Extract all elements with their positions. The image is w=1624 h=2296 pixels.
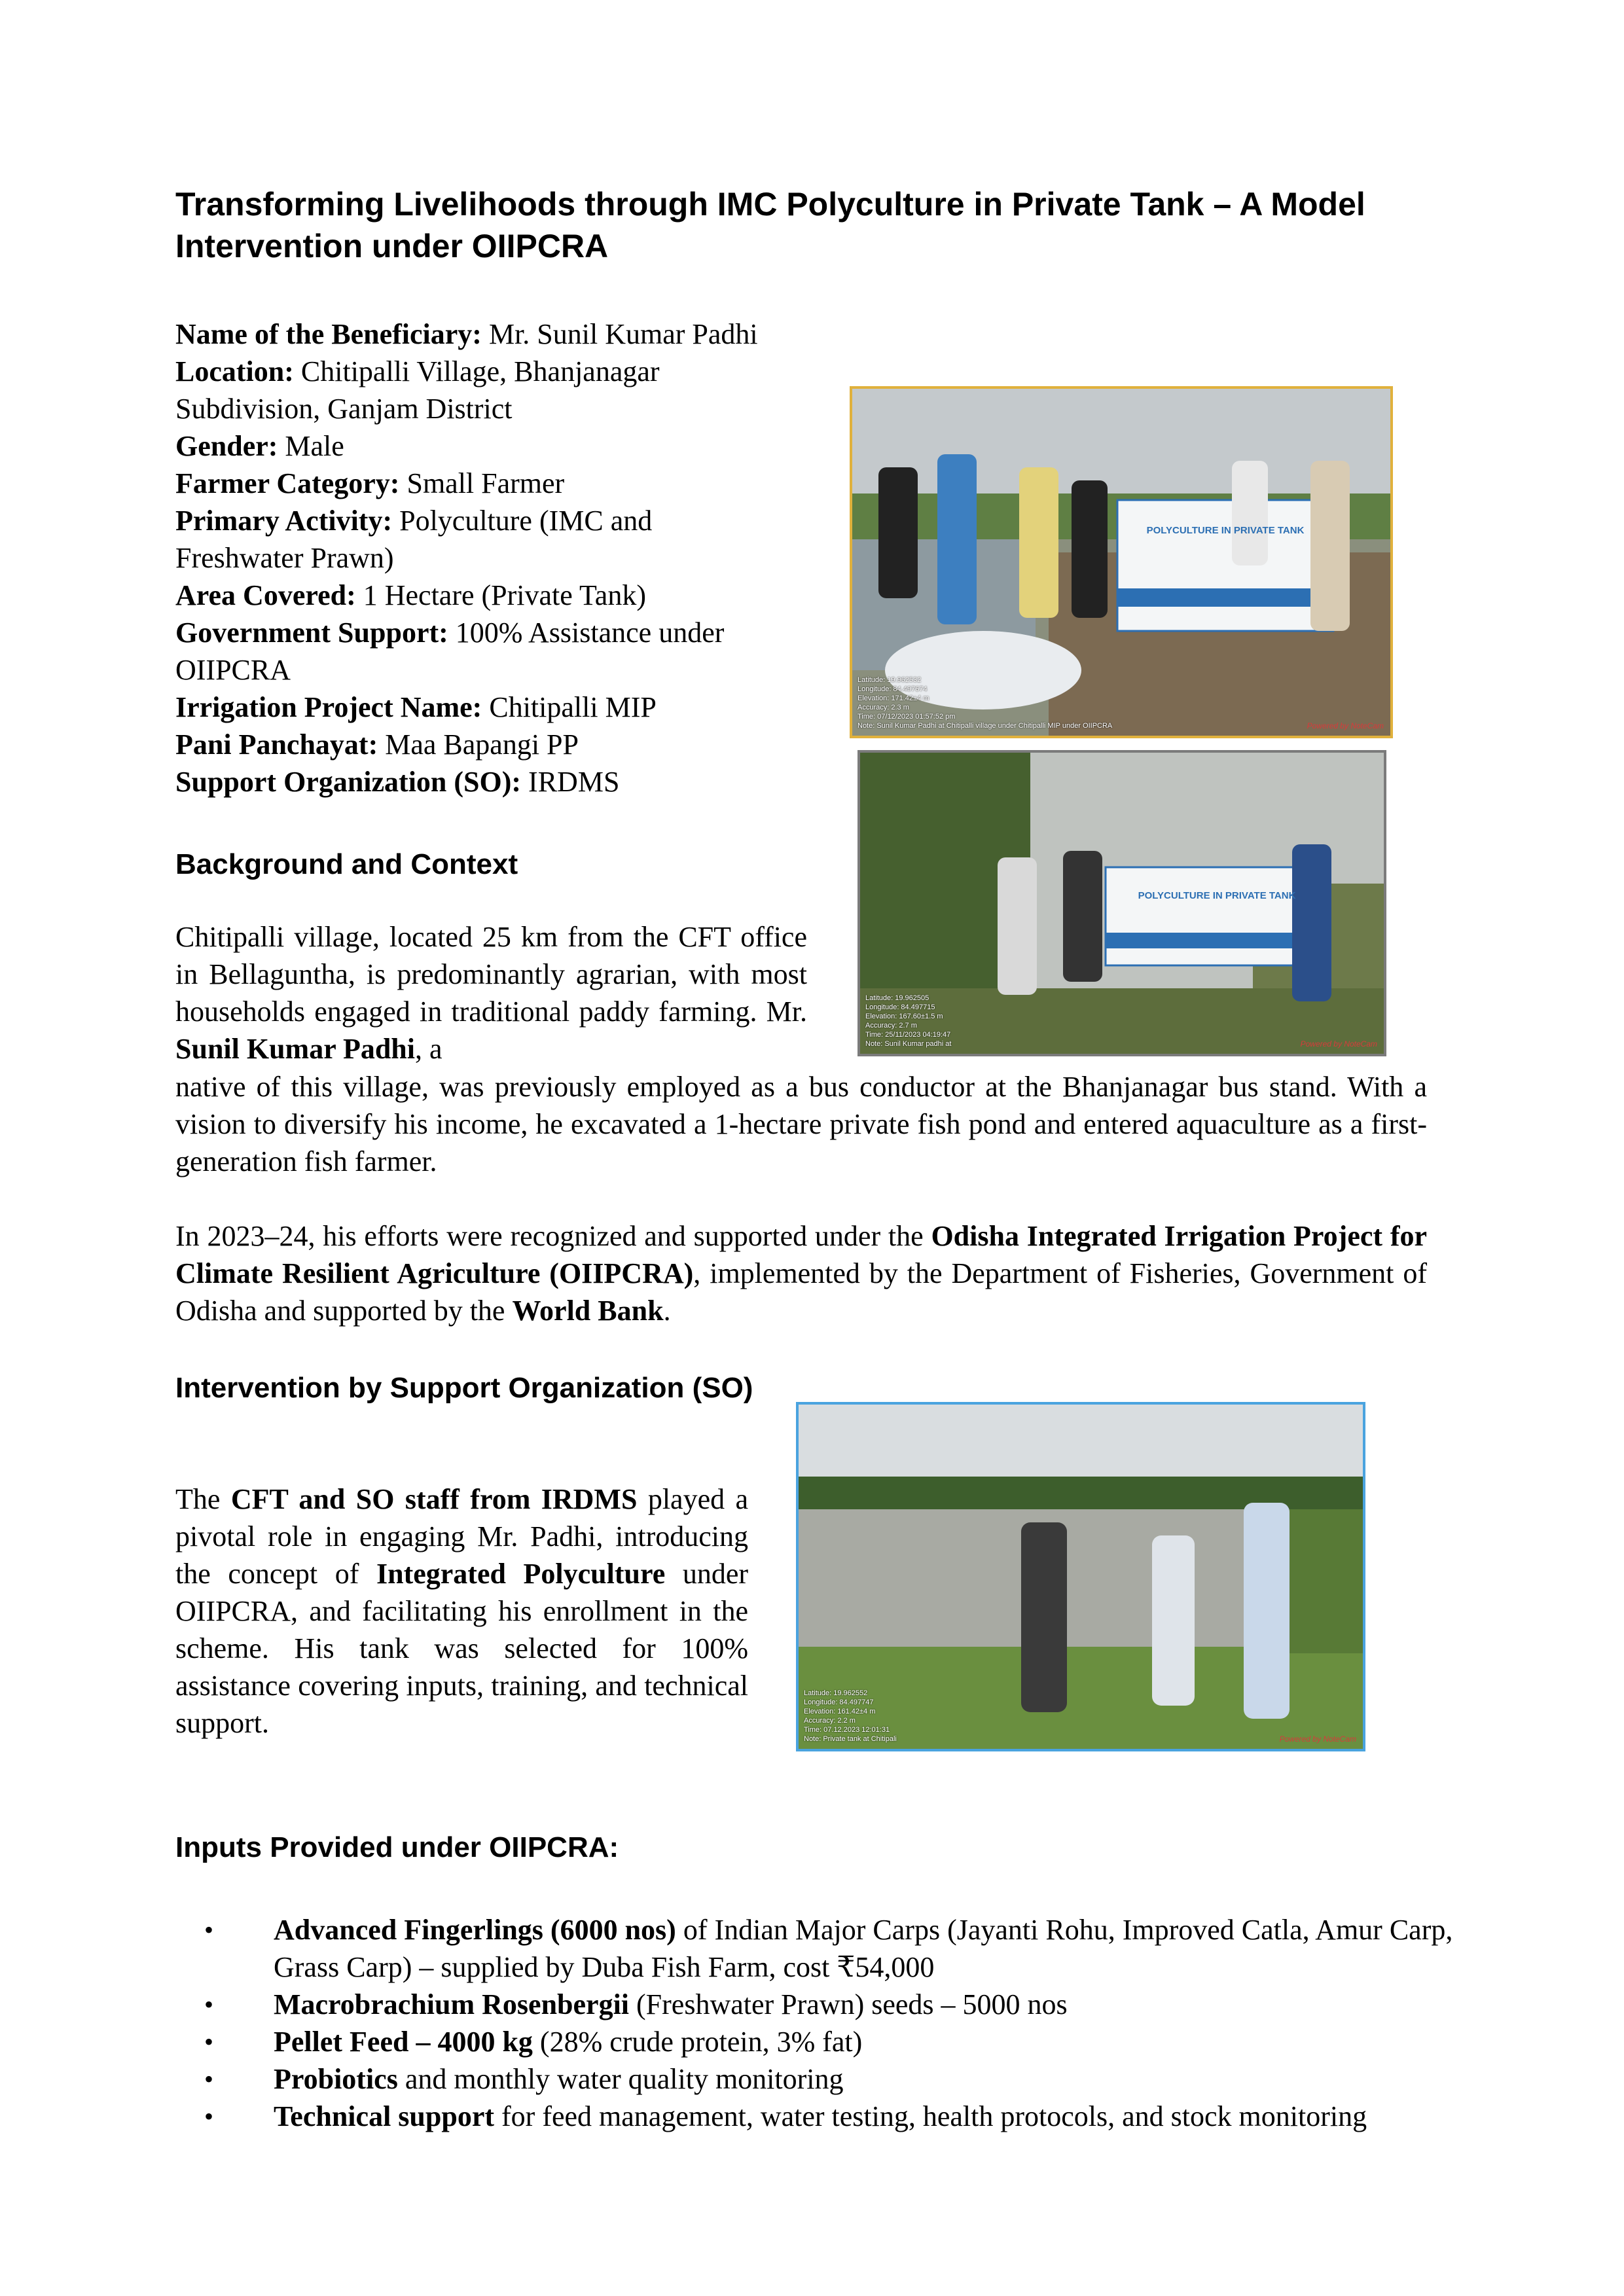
list-item: • Macrobrachium Rosenbergii (Freshwater Prawn) seeds – 5000 nos: [274, 1986, 1517, 2023]
section-heading-intervention: Intervention by Support Organization (SO): [175, 1372, 753, 1404]
field-government-support: Government Support: 100% Assistance under OIIPCRA: [175, 617, 725, 686]
background-paragraph-1: Chitipalli village, located 25 km from the CFT office in Bellaguntha, is predominantly agrarian, with most households engaged in traditional paddy farming. Mr. Sunil Kumar Padhi, a: [175, 921, 807, 1065]
photo-1-geotag: Latitude: 19.962532 Longitude: 84.497674 Elevation: 171.42±4 m Accuracy: 2.3 m Time: 07/12/2023 01:57:52 pm Note: Sunil Kumar Padhi at Chitipalli village under Chitipalli MIP under OIIPCRA: [857, 676, 1113, 730]
background-paragraph-1-continued: native of this village, was previously employed as a bus conductor at the Bhanjanagar bus stand. With a vision to diversify his income, he excavated a 1-hectare private fish pond and entered aquaculture as a first-generation fish farmer.: [175, 1071, 1427, 1177]
section-heading-inputs: Inputs Provided under OIIPCRA:: [175, 1831, 619, 1863]
field-farmer-category: Farmer Category: Small Farmer: [175, 467, 565, 499]
field-area-covered: Area Covered: 1 Hectare (Private Tank): [175, 579, 646, 611]
photo-1-banner-title: POLYCULTURE IN PRIVATE TANK: [1146, 525, 1305, 536]
photo-beneficiary-group: [850, 386, 1393, 738]
background-paragraph-2: In 2023–24, his efforts were recognized and supported under the Odisha Integrated Irrigation Project for Climate Resilient Agriculture (OIIPCRA), implemented by the Department of Fisheries, Government of Odisha and supported by the World Bank.: [175, 1220, 1428, 1327]
bullet-icon: •: [204, 2027, 214, 2056]
photo-3-geotag: Latitude: 19.962552 Longitude: 84.497747 Elevation: 161.42±4 m Accuracy: 2.2 m Time: 07.12.2023 12:01:31 Note: Private tank at Chitipali: [804, 1689, 897, 1743]
field-gender: Gender: Male: [175, 430, 344, 462]
photo-2-brand: Powered by NoteCam: [1300, 1039, 1377, 1049]
bullet-icon: •: [204, 1990, 214, 2019]
bullet-icon: •: [204, 1915, 214, 1945]
photo-site-visit: [796, 1402, 1365, 1751]
list-item: • Probiotics and monthly water quality monitoring: [274, 2060, 1517, 2098]
photo-2-geotag: Latitude: 19.962505 Longitude: 84.497715 Elevation: 167.60±1.5 m Accuracy: 2.7 m Time: 25/11/2023 04:19:47 Note: Sunil Kumar padhi at: [865, 994, 952, 1048]
field-beneficiary-name: Name of the Beneficiary: Mr. Sunil Kumar Padhi: [175, 318, 758, 350]
field-location: Location: Chitipalli Village, Bhanjanagar Subdivision, Ganjam District: [175, 355, 660, 425]
list-item: • Technical support for feed management, water testing, health protocols, and stock monitoring: [274, 2098, 1517, 2135]
field-irrigation-project: Irrigation Project Name: Chitipalli MIP: [175, 691, 657, 723]
list-item: • Advanced Fingerlings (6000 nos) of Indian Major Carps (Jayanti Rohu, Improved Catla, Amur Carp, Grass Carp) – supplied by Duba Fish Farm, cost ₹54,000: [274, 1911, 1517, 1986]
beneficiary-profile: [175, 315, 915, 800]
photo-2-banner-title: POLYCULTURE IN PRIVATE TANK: [1138, 890, 1296, 901]
photo-banner-pond: [857, 750, 1386, 1056]
bullet-icon: •: [204, 2064, 214, 2094]
field-pani-panchayat: Pani Panchayat: Maa Bapangi PP: [175, 728, 579, 761]
field-support-organization: Support Organization (SO): IRDMS: [175, 766, 620, 798]
inputs-list: [175, 1911, 1517, 2135]
document-title: Transforming Livelihoods through IMC Polyculture in Private Tank – A Model Intervention under OIIPCRA: [175, 186, 1365, 264]
field-primary-activity: Primary Activity: Polyculture (IMC and Freshwater Prawn): [175, 505, 653, 574]
list-item: • Pellet Feed – 4000 kg (28% crude protein, 3% fat): [274, 2023, 1517, 2060]
photo-1-brand: Powered by NoteCam: [1307, 721, 1384, 730]
bullet-icon: •: [204, 2102, 214, 2131]
photo-3-brand: Powered by NoteCam: [1279, 1734, 1356, 1744]
intervention-paragraph: The CFT and SO staff from IRDMS played a pivotal role in engaging Mr. Padhi, introducing the concept of Integrated Polyculture under OIIPCRA, and facilitating his enrollment in the scheme. His tank was selected for 100% assistance covering inputs, training, and technical support.: [175, 1483, 749, 1739]
section-heading-background: Background and Context: [175, 848, 518, 880]
